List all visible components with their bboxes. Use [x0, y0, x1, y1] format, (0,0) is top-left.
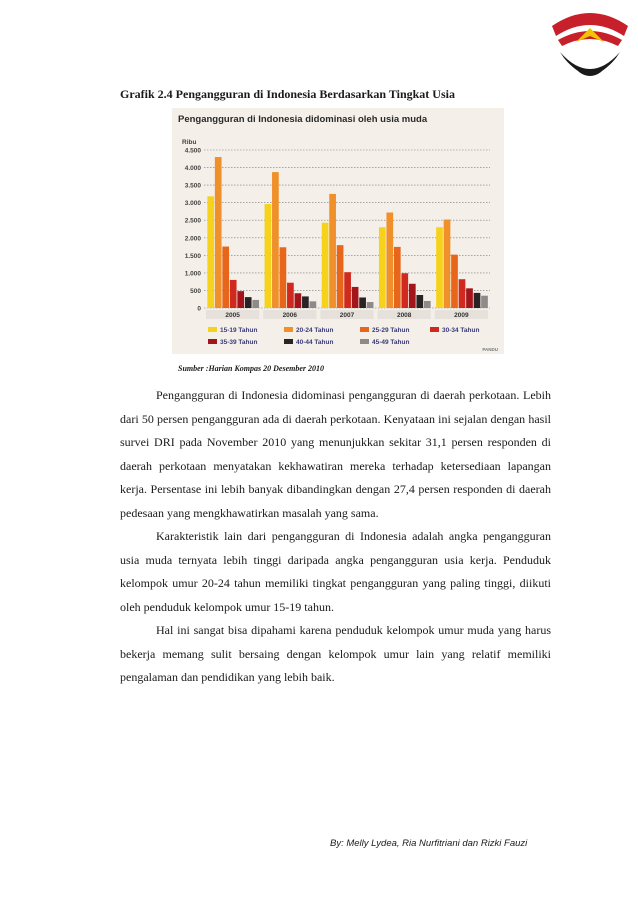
bar-2005-45-49-tahun	[252, 300, 259, 308]
legend-swatch	[208, 339, 217, 344]
chart-credit: PANDU	[482, 347, 498, 352]
legend-swatch	[360, 339, 369, 344]
bar-2007-25-29-tahun	[337, 245, 344, 308]
paragraph-2: Karakteristik lain dari pengangguran di Indonesia adalah angka pengangguran usia muda ternyata lebih tinggi daripada angka pengangguran usia kerja. Penduduk kelompok umur 20-24 tahun memiliki tingkat pengangguran yang paling tinggi, diikuti oleh penduduk kelompok umur 15-19 tahun.	[120, 529, 551, 614]
legend-label: 20-24 Tahun	[296, 327, 334, 334]
bar-2008-15-19-tahun	[379, 227, 386, 308]
x-tick-label: 2005	[225, 312, 240, 319]
y-tick-label: 3.500	[184, 182, 201, 190]
page-footer: By: Melly Lydea, Ria Nurfitriani dan Rizki Fauzi	[330, 838, 528, 849]
bar-2006-40-44-tahun	[302, 296, 309, 308]
legend-label: 15-19 Tahun	[220, 327, 258, 334]
bar-2007-15-19-tahun	[322, 223, 329, 308]
y-axis-label: Ribu	[182, 139, 197, 146]
bar-2006-30-34-tahun	[287, 283, 294, 308]
y-tick-label: 1.500	[184, 252, 201, 260]
x-tick-label: 2009	[454, 312, 469, 319]
legend-swatch	[284, 327, 293, 332]
bar-2008-25-29-tahun	[394, 247, 401, 308]
bar-2007-40-44-tahun	[359, 297, 366, 308]
bar-2007-30-34-tahun	[344, 272, 351, 308]
bar-2007-45-49-tahun	[367, 302, 374, 308]
y-tick-label: 500	[190, 287, 201, 295]
bar-2006-35-39-tahun	[295, 293, 302, 308]
bar-2008-40-44-tahun	[416, 295, 423, 308]
bar-2007-20-24-tahun	[329, 194, 336, 308]
bar-2008-30-34-tahun	[401, 273, 408, 308]
bar-2009-30-34-tahun	[459, 279, 466, 308]
bar-2006-25-29-tahun	[280, 247, 287, 308]
bar-2009-25-29-tahun	[451, 255, 458, 308]
legend-label: 35-39 Tahun	[220, 339, 258, 346]
bar-2005-35-39-tahun	[237, 291, 244, 308]
y-tick-label: 4.000	[184, 165, 201, 173]
bar-2005-30-34-tahun	[230, 280, 237, 308]
legend-swatch	[208, 327, 217, 332]
legend-swatch	[284, 339, 293, 344]
bar-2005-20-24-tahun	[215, 157, 222, 308]
legend-label: 40-44 Tahun	[296, 339, 334, 346]
x-tick-label: 2006	[282, 312, 298, 319]
legend-label: 30-34 Tahun	[442, 327, 480, 334]
unemployment-bar-chart	[172, 108, 504, 354]
y-tick-label: 4.500	[184, 147, 201, 155]
bar-2008-35-39-tahun	[409, 284, 416, 308]
figure-source: Sumber :Harian Kompas 20 Desember 2010	[178, 364, 325, 373]
bar-2006-15-19-tahun	[265, 204, 272, 308]
bar-2006-20-24-tahun	[272, 172, 279, 308]
chart-title: Pengangguran di Indonesia didominasi oleh usia muda	[178, 114, 428, 125]
bar-2006-45-49-tahun	[310, 301, 317, 308]
bar-2009-35-39-tahun	[466, 288, 473, 308]
bar-2005-25-29-tahun	[222, 247, 229, 308]
bar-2005-40-44-tahun	[245, 297, 252, 308]
bar-2009-15-19-tahun	[436, 227, 443, 308]
y-tick-label: 1.000	[184, 270, 201, 278]
x-tick-label: 2007	[339, 312, 355, 319]
y-tick-label: 0	[197, 305, 201, 313]
paragraph-1: Pengangguran di Indonesia didominasi pengangguran di daerah perkotaan. Lebih dari 50 persen pengangguran ada di daerah perkotaan. Kenyataan ini sejalan dengan hasil survei DRI pada November 2010 yang menunjukkan sekitar 31,1 persen responden di daerah perkotaan menyatakan kekhawatiran mereka terhadap ketersediaan lapangan kerja. Persentase ini lebih banyak dibandingkan dengan 27,4 persen responden di daerah pedesaan yang mengkhawatirkan masalah yang sama.	[120, 388, 551, 520]
body-text	[120, 384, 551, 690]
bar-2008-20-24-tahun	[386, 212, 393, 308]
bar-2009-20-24-tahun	[444, 220, 451, 308]
legend-label: 45-49 Tahun	[372, 339, 410, 346]
y-tick-label: 2.000	[184, 235, 201, 243]
legend-label: 25-29 Tahun	[372, 327, 410, 334]
bar-2009-40-44-tahun	[474, 293, 481, 308]
y-tick-label: 2.500	[184, 217, 201, 225]
legend-swatch	[360, 327, 369, 332]
legend-swatch	[430, 327, 439, 332]
university-logo	[546, 6, 634, 90]
figure-title: Grafik 2.4 Pengangguran di Indonesia Berdasarkan Tingkat Usia	[120, 87, 455, 101]
paragraph-3: Hal ini sangat bisa dipahami karena penduduk kelompok umur muda yang harus bekerja memang sulit bersaing dengan kelompok umur lain yang relatif memiliki pengalaman dan pendidikan yang lebih baik.	[120, 623, 551, 684]
y-tick-label: 3.000	[184, 200, 201, 208]
x-tick-label: 2008	[396, 312, 412, 319]
bar-2007-35-39-tahun	[352, 287, 359, 308]
bar-2009-45-49-tahun	[481, 296, 488, 308]
bar-2008-45-49-tahun	[424, 301, 431, 308]
bar-2005-15-19-tahun	[207, 196, 214, 308]
